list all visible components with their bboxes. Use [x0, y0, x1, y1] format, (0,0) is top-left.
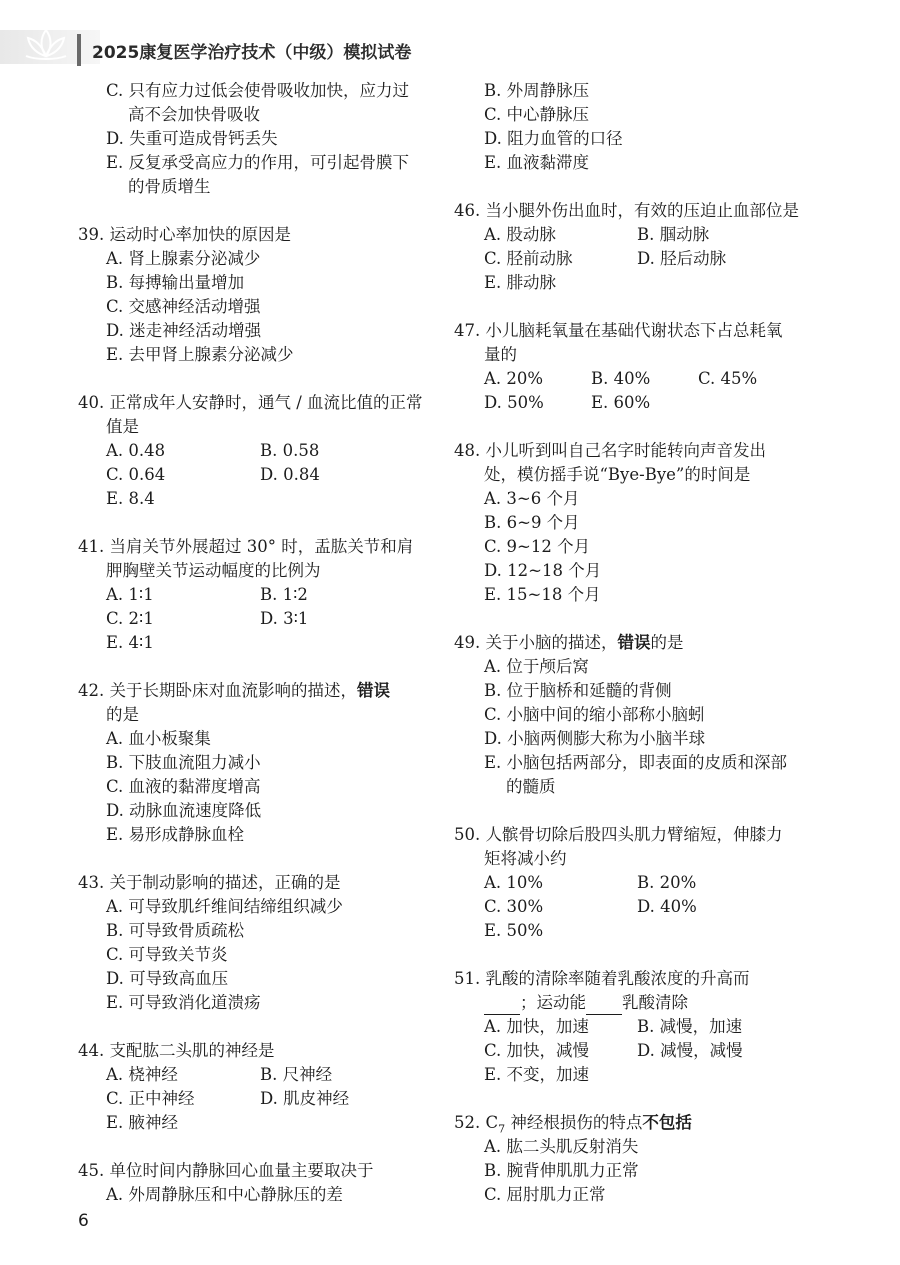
option-text: D. 0.84 [260, 465, 320, 484]
option-text: A. 肾上腺素分泌减少 [106, 249, 261, 268]
option-text: A. 1∶1 [106, 585, 154, 604]
option-text: C. 交感神经活动增强 [106, 297, 261, 316]
option-text: E. 腓动脉 [484, 273, 557, 292]
question-stem [78, 679, 390, 703]
stem-part: 乳酸清除 [622, 993, 688, 1012]
question-stem: 处，模仿摇手说“Bye-Bye”的时间是 [484, 465, 751, 484]
question-stem [454, 631, 684, 655]
option-text: B. 下肢血流阻力减小 [106, 753, 261, 772]
option-text: B. 可导致骨质疏松 [106, 921, 245, 940]
option-text: D. 3∶1 [260, 609, 309, 628]
stem-part: 42. 关于长期卧床对血流影响的描述， [78, 681, 357, 700]
header-title: 2025康复医学治疗技术（中级）模拟试卷 [92, 43, 412, 63]
option-text: D. 动脉血流速度降低 [106, 801, 262, 820]
option-text: C. 可导致关节炎 [106, 945, 228, 964]
option-text: E. 血液黏滞度 [484, 153, 590, 172]
option-text: B. 尺神经 [260, 1065, 333, 1084]
option-text: A. 肱二头肌反射消失 [484, 1137, 639, 1156]
option-text: B. 外周静脉压 [484, 81, 590, 100]
question-stem: 48. 小儿听到叫自己名字时能转向声音发出 [454, 441, 766, 460]
option-text: A. 股动脉 [484, 225, 556, 244]
option-text: A. 加快，加速 [484, 1017, 589, 1036]
option-text: E. 8.4 [106, 489, 155, 508]
option-text: E. 50% [484, 921, 544, 940]
stem-part: 52. C [454, 1113, 499, 1132]
option-text: E. 反复承受高应力的作用，可引起骨膜下 [106, 153, 410, 172]
option-text: E. 可导致消化道溃疡 [106, 993, 261, 1012]
option-text: B. 位于脑桥和延髓的背侧 [484, 681, 672, 700]
question-stem: 47. 小儿脑耗氧量在基础代谢状态下占总耗氧 [454, 321, 783, 340]
header-divider [77, 34, 81, 66]
emphasis-text: 不包括 [642, 1113, 692, 1132]
option-text: D. 失重可造成骨钙丢失 [106, 129, 278, 148]
option-text: C. 0.64 [106, 465, 166, 484]
option-text: B. 腕背伸肌肌力正常 [484, 1161, 639, 1180]
option-text: A. 10% [484, 873, 544, 892]
option-text: 高不会加快骨吸收 [128, 105, 260, 124]
question-stem: 45. 单位时间内静脉回心血量主要取决于 [78, 1161, 374, 1180]
lotus-logo-icon [22, 26, 70, 60]
option-text: E. 去甲肾上腺素分泌减少 [106, 345, 294, 364]
option-text: C. 加快，减慢 [484, 1041, 590, 1060]
option-text: A. 外周静脉压和中心静脉压的差 [106, 1185, 343, 1204]
subscript: 7 [498, 1122, 506, 1136]
question-stem: 值是 [106, 417, 139, 436]
option-text: D. 迷走神经活动增强 [106, 321, 262, 340]
question-stem: 50. 人髌骨切除后股四头肌力臂缩短，伸膝力 [454, 825, 783, 844]
question-stem [484, 991, 688, 1015]
option-text: 的髓质 [506, 777, 556, 796]
option-text: D. 可导致高血压 [106, 969, 229, 988]
option-text: A. 桡神经 [106, 1065, 178, 1084]
stem-part: ；运动能 [520, 993, 586, 1012]
stem-part: 的是 [650, 633, 684, 652]
option-text: E. 15~18 个月 [484, 585, 601, 604]
option-text: C. 屈肘肌力正常 [484, 1185, 606, 1204]
option-text: D. 肌皮神经 [260, 1089, 350, 1108]
question-stem: 量的 [484, 345, 517, 364]
option-text: C. 9~12 个月 [484, 537, 591, 556]
option-text: D. 阻力血管的口径 [484, 129, 623, 148]
option-text: C. 小脑中间的缩小部称小脑蚓 [484, 705, 705, 724]
question-stem: 矩将减小约 [484, 849, 567, 868]
question-stem: 的是 [106, 705, 139, 724]
option-text: B. 减慢，加速 [637, 1017, 743, 1036]
option-text: D. 胫后动脉 [637, 249, 727, 268]
question-stem: 40. 正常成年人安静时，通气 / 血流比值的正常 [78, 393, 423, 412]
option-text: D. 40% [637, 897, 697, 916]
option-text: C. 30% [484, 897, 544, 916]
option-text: D. 50% [484, 393, 544, 412]
option-text: A. 0.48 [106, 441, 166, 460]
option-text: A. 3~6 个月 [484, 489, 580, 508]
question-stem: 39. 运动时心率加快的原因是 [78, 225, 291, 244]
fill-blank [484, 996, 520, 1015]
question-stem: 51. 乳酸的清除率随着乳酸浓度的升高而 [454, 969, 750, 988]
emphasis-text: 错误 [357, 681, 390, 700]
option-text: C. 中心静脉压 [484, 105, 590, 124]
question-stem: 43. 关于制动影响的描述，正确的是 [78, 873, 341, 892]
option-text: E. 小脑包括两部分，即表面的皮质和深部 [484, 753, 788, 772]
option-text: B. 腘动脉 [637, 225, 710, 244]
option-text: E. 不变，加速 [484, 1065, 590, 1084]
stem-part: 49. 关于小脑的描述， [454, 633, 618, 652]
option-text: D. 12~18 个月 [484, 561, 602, 580]
page-header [0, 0, 900, 76]
option-text: E. 60% [591, 393, 651, 412]
option-text: D. 减慢，减慢 [637, 1041, 743, 1060]
emphasis-text: 错误 [617, 633, 651, 652]
option-text: C. 只有应力过低会使骨吸收加快，应力过 [106, 81, 410, 100]
option-text: B. 每搏输出量增加 [106, 273, 245, 292]
option-text: 的骨质增生 [128, 177, 211, 196]
question-stem: 44. 支配肱二头肌的神经是 [78, 1041, 275, 1060]
question-stem: 46. 当小腿外伤出血时，有效的压迫止血部位是 [454, 201, 799, 220]
option-text: B. 1∶2 [260, 585, 308, 604]
fill-blank [586, 996, 622, 1015]
option-text: A. 血小板聚集 [106, 729, 211, 748]
option-text: C. 45% [698, 369, 758, 388]
option-text: E. 腋神经 [106, 1113, 179, 1132]
page-number: 6 [78, 1211, 89, 1231]
option-text: A. 20% [484, 369, 544, 388]
stem-part: 神经根损伤的特点 [505, 1113, 643, 1132]
option-text: C. 2∶1 [106, 609, 154, 628]
option-text: E. 4∶1 [106, 633, 154, 652]
option-text: C. 血液的黏滞度增高 [106, 777, 261, 796]
option-text: C. 胫前动脉 [484, 249, 573, 268]
option-text: E. 易形成静脉血栓 [106, 825, 245, 844]
option-text: A. 位于颅后窝 [484, 657, 589, 676]
option-text: D. 小脑两侧膨大称为小脑半球 [484, 729, 706, 748]
option-text: B. 0.58 [260, 441, 320, 460]
option-text: B. 6~9 个月 [484, 513, 580, 532]
question-stem: 胛胸壁关节运动幅度的比例为 [106, 561, 321, 580]
option-text: B. 40% [591, 369, 651, 388]
option-text: B. 20% [637, 873, 697, 892]
option-text: A. 可导致肌纤维间结缔组织减少 [106, 897, 343, 916]
option-text: C. 正中神经 [106, 1089, 195, 1108]
question-stem: 41. 当肩关节外展超过 30° 时，盂肱关节和肩 [78, 537, 414, 556]
